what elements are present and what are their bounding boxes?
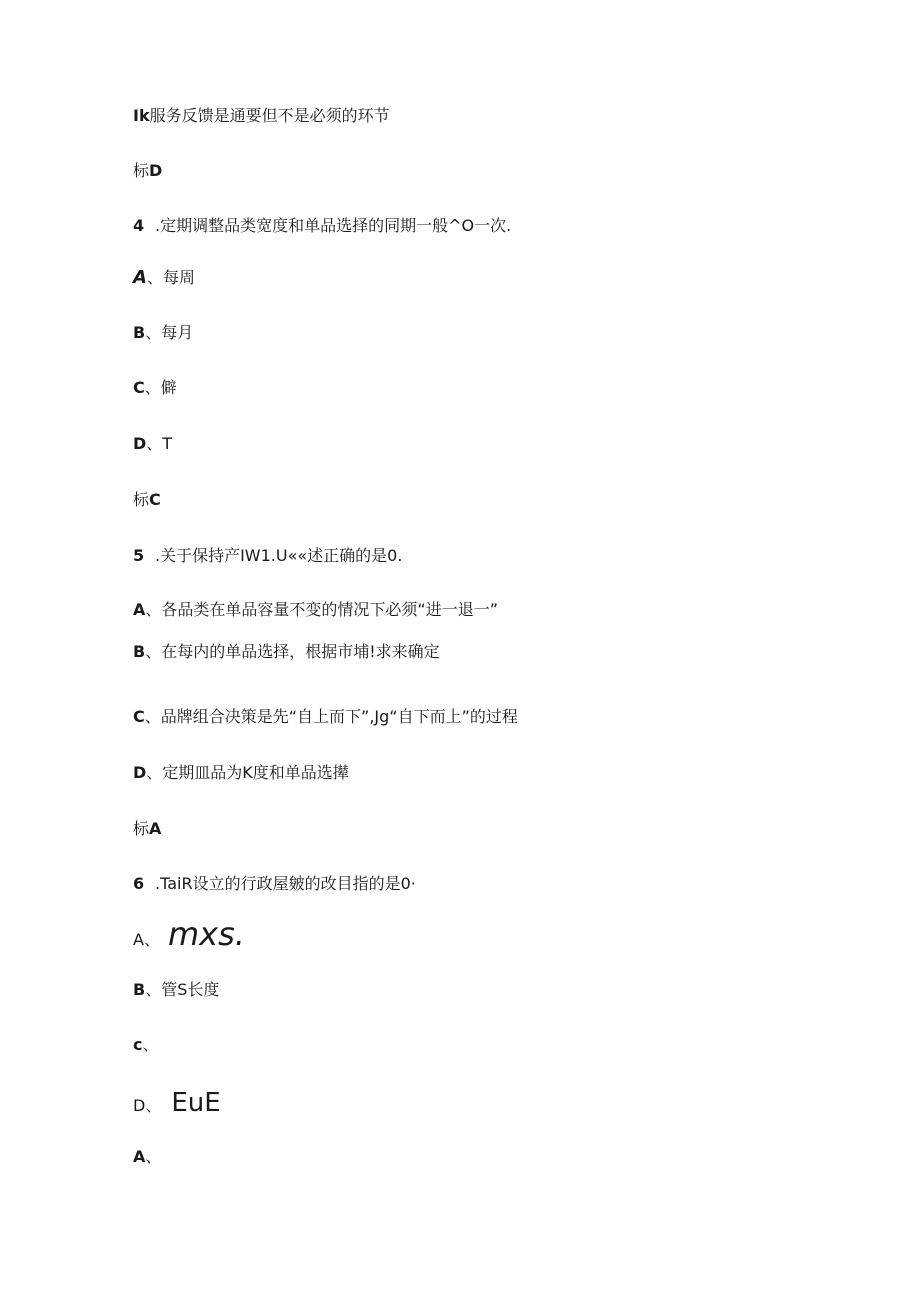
- option-separator: 、: [144, 378, 161, 397]
- answer-line: [133, 818, 161, 840]
- question-5: [133, 545, 402, 567]
- option-d: [133, 1085, 221, 1124]
- statement-line: [133, 105, 390, 127]
- option-b: [133, 641, 440, 663]
- option-separator: 、: [142, 1035, 159, 1054]
- answer-line: [133, 489, 161, 511]
- option-separator: 、: [145, 323, 162, 342]
- option-text: T: [162, 434, 173, 453]
- option-d: [133, 433, 172, 455]
- question-4: [133, 215, 511, 237]
- question-text: .TaiR设立的行政屋皴的改目指的是0·: [155, 874, 416, 893]
- answer-line: [133, 160, 162, 182]
- answer-value: C: [149, 490, 161, 509]
- answer-value: A: [149, 819, 162, 838]
- option-separator: 、: [145, 980, 162, 999]
- option-text: 管S长度: [161, 980, 220, 999]
- option-b: [133, 322, 193, 344]
- option-letter: B: [133, 980, 146, 999]
- question-text: .关于保持产IW1.U««述正确的是0.: [155, 546, 403, 565]
- answer-prefix: 标: [133, 819, 150, 838]
- option-c: [133, 377, 177, 399]
- option-letter: B: [133, 323, 146, 342]
- statement-text: 服务反馈是通要但不是必须的环节: [149, 106, 390, 125]
- option-separator: 、: [146, 763, 163, 782]
- question-6: [133, 873, 416, 895]
- option-letter: A: [133, 930, 144, 949]
- option-letter: D: [133, 1096, 146, 1115]
- option-c: [133, 1034, 159, 1056]
- option-a: [133, 1146, 161, 1168]
- option-separator: 、: [146, 434, 163, 453]
- question-text: .定期调整品类宽度和单品选择的同期一般^O一次.: [155, 216, 512, 235]
- option-a: [133, 267, 195, 289]
- option-letter: C: [133, 378, 145, 397]
- option-letter: D: [133, 763, 147, 782]
- option-separator: 、: [146, 268, 163, 287]
- option-letter: A: [133, 600, 146, 619]
- option-text: 在每内的单品选择，根据市埔!求来确定: [161, 642, 440, 661]
- statement-prefix: Ik: [133, 106, 150, 125]
- option-separator: 、: [145, 1096, 162, 1115]
- option-letter: D: [133, 434, 147, 453]
- option-letter: C: [133, 707, 145, 726]
- option-text: 每月: [161, 323, 194, 342]
- option-text: 定期皿品为K度和单品选撵: [162, 763, 349, 782]
- option-text: 各品类在单品容量不变的情况下必须“进一退一”: [161, 600, 498, 619]
- option-separator: 、: [145, 600, 162, 619]
- question-number: 4: [133, 216, 145, 235]
- option-letter: B: [133, 642, 146, 661]
- option-text: 品牌组合决策是先“自上而下”,Jg“自下而上”的过程: [160, 707, 518, 726]
- answer-prefix: 标: [133, 490, 150, 509]
- option-a: [133, 915, 245, 959]
- option-c: [133, 706, 518, 728]
- option-letter: A: [133, 1147, 146, 1166]
- question-number: 5: [133, 546, 145, 565]
- option-separator: 、: [145, 1147, 162, 1166]
- answer-value: D: [149, 161, 163, 180]
- option-a: [133, 599, 498, 621]
- option-letter: A: [133, 267, 147, 288]
- option-text: 僻: [160, 378, 177, 397]
- answer-prefix: 标: [133, 161, 150, 180]
- option-separator: 、: [143, 930, 160, 949]
- option-text: 每周: [162, 268, 195, 287]
- option-text: mxs.: [167, 915, 245, 953]
- option-text: EuE: [171, 1088, 221, 1118]
- option-separator: 、: [145, 642, 162, 661]
- option-separator: 、: [144, 707, 161, 726]
- option-d: [133, 762, 349, 784]
- option-b: [133, 979, 219, 1001]
- question-number: 6: [133, 874, 145, 893]
- option-letter: c: [133, 1035, 143, 1054]
